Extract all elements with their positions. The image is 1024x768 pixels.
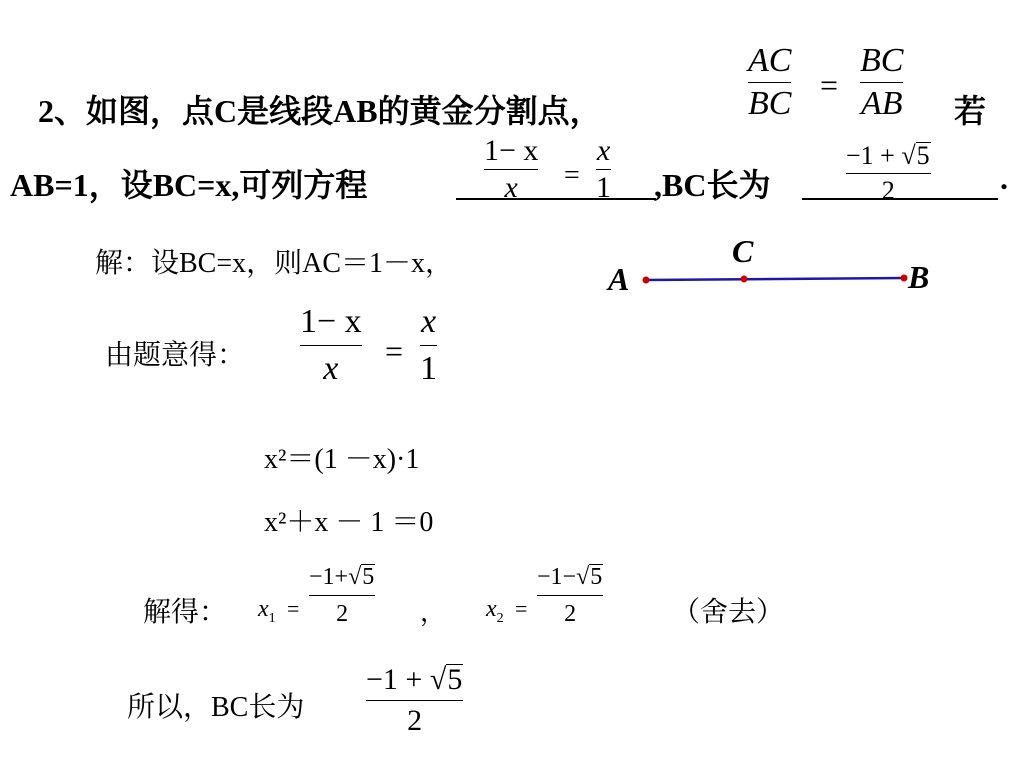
- ratio-equals: =: [820, 67, 839, 103]
- solution-num-right: x: [420, 303, 437, 340]
- x2-label: $x_2$: [486, 596, 504, 626]
- answer-numerator: −1 + √ 5: [846, 141, 930, 170]
- ratio-fraction-left: [748, 44, 791, 121]
- answer-denominator: 2: [881, 176, 895, 205]
- x2-radicand: 5: [590, 564, 603, 590]
- eq-num-right: x: [596, 134, 611, 167]
- solution-step3: x²＝(1 －x)·1: [264, 444, 420, 475]
- ratio-num-left: AC: [748, 42, 792, 79]
- x1-numerator: −1+ √ 5: [309, 564, 375, 590]
- solution-equals: =: [385, 333, 404, 369]
- label-c: C: [732, 233, 754, 269]
- x2-subscript: 2: [496, 610, 504, 626]
- conclusion-denominator: 2: [407, 704, 423, 737]
- x1-denominator: 2: [336, 601, 349, 627]
- ratio-fraction-right: [860, 44, 903, 121]
- solution-comma: ，: [420, 598, 447, 627]
- x1-radicand: 5: [362, 564, 375, 590]
- point-b: [901, 275, 908, 282]
- segment-figure: [600, 232, 940, 302]
- solution-fraction-right: [420, 305, 437, 386]
- eq-den-right: 1: [596, 171, 611, 204]
- conclusion-fraction: [366, 664, 463, 736]
- x2-denominator: 2: [564, 601, 577, 627]
- conclusion-numerator: −1 + √ 5: [366, 663, 463, 696]
- ruo-text: 若: [954, 93, 987, 129]
- eq-den-left: x: [504, 171, 518, 204]
- equation-fraction-left: [484, 136, 538, 203]
- x1-fraction: [309, 564, 375, 626]
- segment-ab: [646, 278, 904, 280]
- conclusion-radicand: 5: [447, 663, 463, 696]
- conclusion-label: 所以，BC长为: [127, 692, 305, 723]
- point-c: [741, 276, 748, 283]
- x1-label: $x_1$: [258, 596, 276, 626]
- label-b: B: [908, 259, 930, 295]
- solution-den-right: 1: [420, 350, 437, 387]
- x2-equals: =: [515, 596, 528, 621]
- solution-step1: 解：设BC=x，则AC＝1－x，: [95, 248, 454, 279]
- solution-fraction-left: [300, 305, 362, 386]
- problem-line2-mid: ,BC长为: [654, 167, 771, 203]
- equation-equals: =: [564, 160, 580, 191]
- solution-step2-label: 由题意得：: [105, 340, 246, 371]
- solution-step4: x²＋x － 1 ＝0: [264, 507, 434, 538]
- problem-line1: 2、如图，点C是线段AB的黄金分割点，: [38, 93, 602, 129]
- solution-num-left: 1− x: [300, 303, 362, 340]
- discard-note: （舍去）: [672, 597, 785, 628]
- problem-line2-prefix: AB=1，设BC=x,可列方程: [10, 167, 368, 203]
- eq-num-left: 1− x: [484, 134, 539, 167]
- x1-equals: =: [287, 596, 300, 621]
- equation-fraction-right: [596, 136, 611, 203]
- ratio-den-right: AB: [860, 85, 903, 122]
- ratio-den-left: BC: [748, 85, 792, 122]
- label-a: A: [608, 261, 630, 297]
- answer-radicand: 5: [916, 141, 930, 170]
- ratio-num-right: BC: [860, 42, 904, 79]
- answer-fraction: [846, 142, 931, 204]
- x1-subscript: 1: [268, 610, 276, 626]
- solution-den-left: x: [323, 350, 339, 387]
- solution-step5-label: 解得：: [143, 597, 228, 628]
- x2-fraction: [537, 564, 603, 626]
- point-a: [643, 277, 650, 284]
- x2-numerator: −1− √ 5: [537, 564, 603, 590]
- problem-line2-end: .: [1000, 160, 1008, 196]
